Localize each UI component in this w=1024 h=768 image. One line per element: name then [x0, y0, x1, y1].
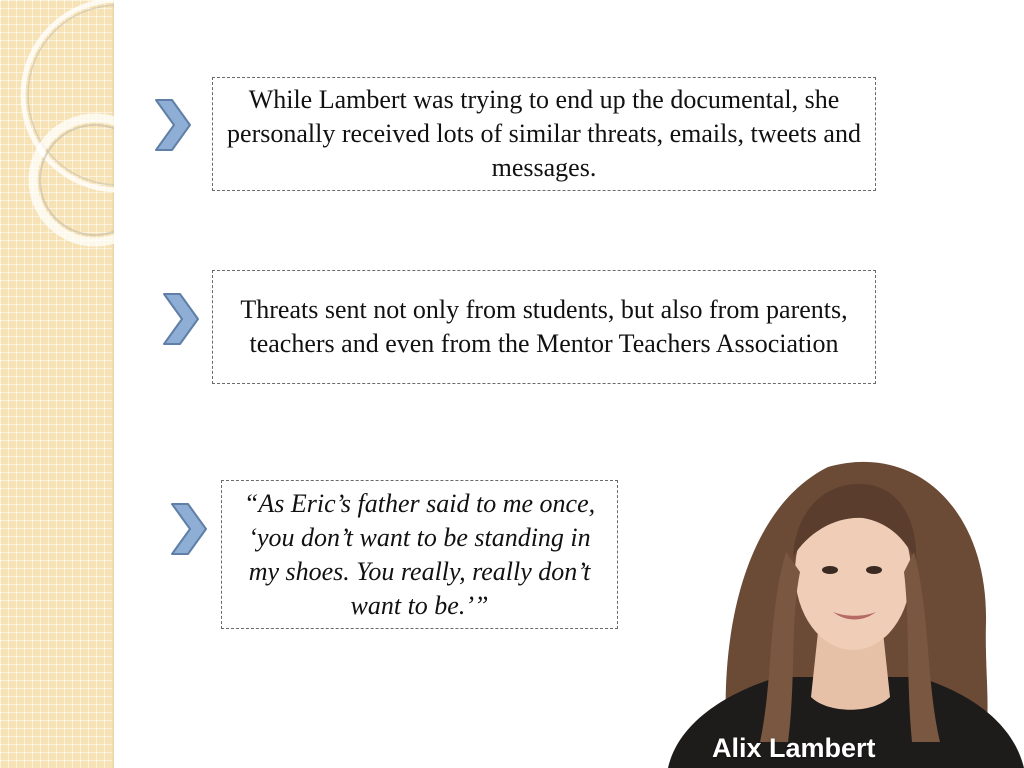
portrait-photo: [668, 452, 1024, 768]
bullet-box-1: [212, 77, 876, 191]
portrait-illustration: [668, 452, 1024, 768]
bullet-text-1: While Lambert was trying to end up the documental, she personally received lots of similar threats, emails, tweets and messages.: [227, 85, 861, 182]
chevron-right-icon: [162, 292, 200, 346]
decorative-sidebar: [0, 0, 114, 768]
bullet-text-2: Threats sent not only from students, but also from parents, teachers and even from the Mentor Teachers Association: [240, 295, 848, 358]
chevron-right-icon: [154, 98, 192, 152]
circle-ornaments: [0, 0, 114, 768]
quote-box: [221, 480, 618, 629]
bullet-box-2: [212, 270, 876, 384]
chevron-right-icon: [170, 502, 208, 556]
quote-text: “As Eric’s father said to me once, ‘you don’t want to be standing in my shoes. You really, really don’t want to be.’”: [243, 488, 596, 620]
photo-caption: Alix Lambert: [712, 733, 876, 763]
